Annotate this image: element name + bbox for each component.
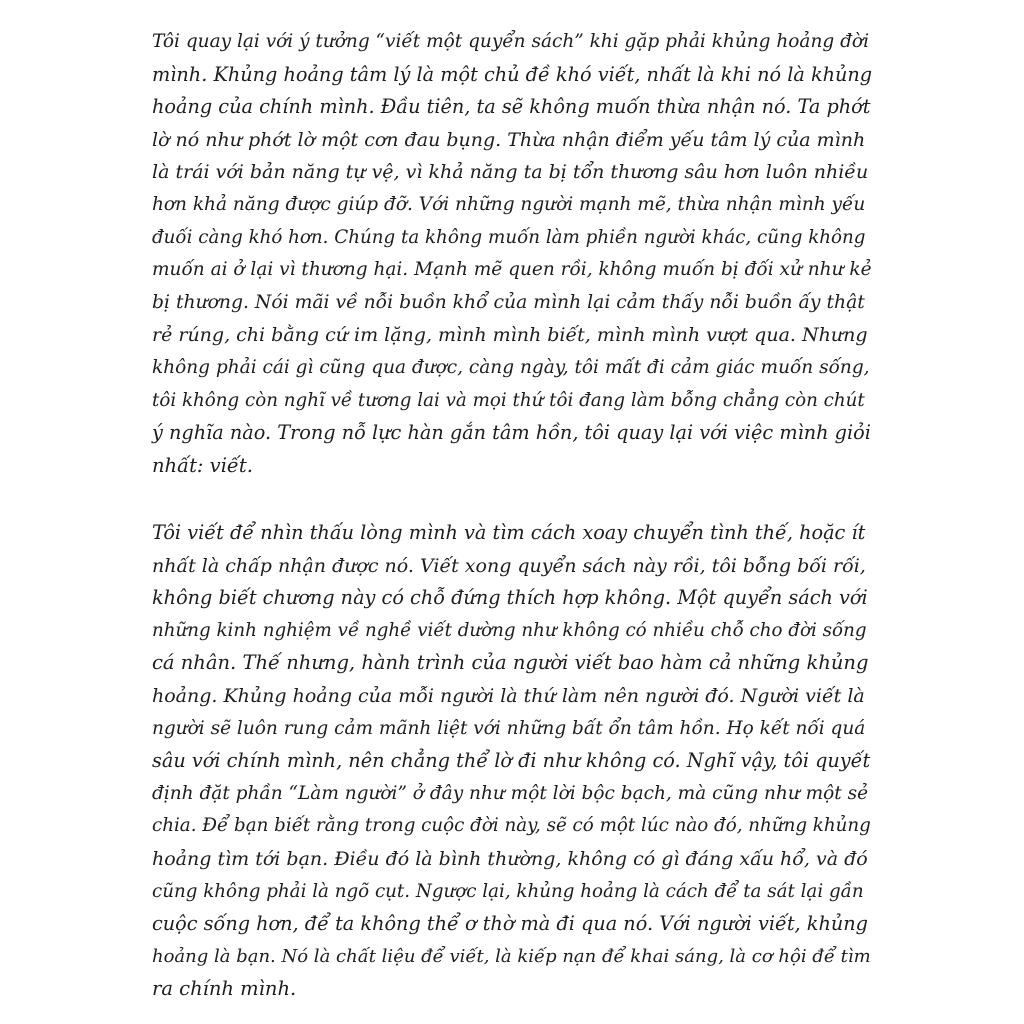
text-line: cá nhân. Thế nhưng, hành trình của người viết bao hàm cả những khủng: [152, 651, 869, 675]
text-line: ra chính mình.: [152, 977, 297, 1001]
text-line: hoảng là bạn. Nó là chất liệu để viết, là kiếp nạn để khai sáng, là cơ hội để tìm: [152, 945, 871, 967]
text-line: ý nghĩa nào. Trong nỗ lực hàn gắn tâm hồn, tôi quay lại với việc mình giỏi: [152, 421, 871, 445]
text-line: tôi không còn nghĩ về tương lai và mọi thứ tôi đang làm bỗng chẳng còn chút: [152, 389, 865, 411]
text-line: không phải cái gì cũng qua được, càng ngày, tôi mất đi cảm giác muốn sống,: [152, 356, 870, 378]
text-line: cuộc sống hơn, để ta không thể ơ thờ mà đi qua nó. Với người viết, khủng: [152, 912, 868, 936]
text-line: mình. Khủng hoảng tâm lý là một chủ đề khó viết, nhất là khi nó là khủng: [152, 62, 873, 86]
text-line: bị thương. Nói mãi về nỗi buồn khổ của mình lại cảm thấy nỗi buồn ấy thật: [152, 291, 865, 313]
text-line: cũng không phải là ngõ cụt. Ngược lại, khủng hoảng là cách để ta sát lại gần: [152, 880, 864, 902]
text-line: sâu với chính mình, nên chẳng thể lờ đi như không có. Nghĩ vậy, tôi quyết: [152, 749, 871, 773]
text-line: lờ nó như phớt lờ một cơn đau bụng. Thừa nhận điểm yếu tâm lý của mình: [152, 128, 866, 151]
text-line: nhất: viết.: [152, 453, 253, 477]
text-line: nhất là chấp nhận được nó. Viết xong quyển sách này rồi, tôi bỗng bối rối,: [152, 554, 866, 577]
text-line: đuối càng khó hơn. Chúng ta không muốn làm phiền người khác, cũng không: [152, 226, 866, 248]
text-line: hoảng tìm tới bạn. Điều đó là bình thường, không có gì đáng xấu hổ, và đó: [152, 847, 868, 870]
text-line: chia. Để bạn biết rằng trong cuộc đời này, sẽ có một lúc nào đó, những khủng: [152, 815, 871, 837]
text-line: người sẽ luôn rung cảm mãnh liệt với những bất ổn tâm hồn. Họ kết nối quá: [152, 717, 866, 739]
text-line: những kinh nghiệm về nghề viết dường như không có nhiều chỗ cho đời sống: [152, 619, 867, 641]
paragraph-2: [152, 517, 872, 1006]
text-line: không biết chương này có chỗ đứng thích hợp không. Một quyển sách với: [152, 586, 868, 610]
text-line: Tôi quay lại với ý tưởng “viết một quyển sách” khi gặp phải khủng hoảng đời: [152, 31, 869, 52]
text-line: Tôi viết để nhìn thấu lòng mình và tìm cách xoay chuyển tình thế, hoặc ít: [152, 521, 866, 544]
text-line: rẻ rúng, chi bằng cứ im lặng, mình mình biết, mình mình vượt qua. Nhưng: [152, 324, 868, 347]
paragraph-1: [152, 26, 872, 482]
text-line: hơn khả năng được giúp đỡ. Với những người mạnh mẽ, thừa nhận mình yếu: [152, 193, 866, 215]
text-line: là trái với bản năng tự vệ, vì khả năng ta bị tổn thương sâu hơn luôn nhiều: [152, 161, 869, 184]
text-line: hoảng. Khủng hoảng của mỗi người là thứ làm nên người đó. Người viết là: [152, 684, 865, 707]
text-line: muốn ai ở lại vì thương hại. Mạnh mẽ quen rồi, không muốn bị đối xử như kẻ: [152, 259, 872, 281]
text-line: hoảng của chính mình. Đầu tiên, ta sẽ không muốn thừa nhận nó. Ta phớt: [152, 95, 871, 119]
text-line: định đặt phần “Làm người” ở đây như một lời bộc bạch, mà cũng như một sẻ: [152, 782, 869, 804]
